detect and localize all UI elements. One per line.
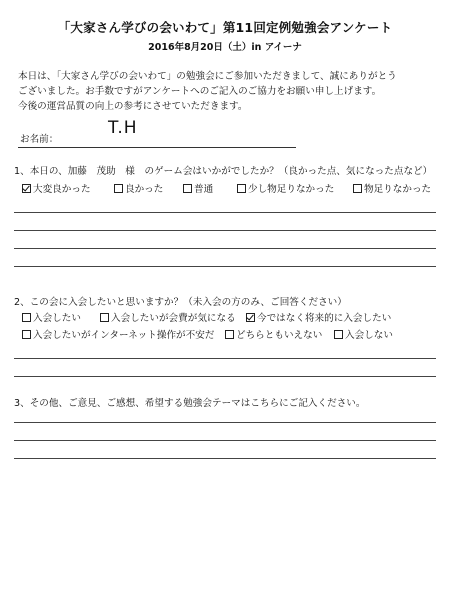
checkbox-icon[interactable] [183, 184, 192, 193]
q1-option-3-label: 普通 [194, 184, 214, 195]
q1-option-1[interactable] [22, 181, 91, 195]
intro-line-2: ございました。お手数ですがアンケートへのご記入のご協力をお願い申し上げます。 [18, 86, 382, 97]
q2-option-3[interactable] [246, 310, 391, 324]
answer-line [14, 440, 436, 441]
checkbox-checked-icon[interactable] [246, 313, 255, 322]
q1-option-4[interactable] [237, 181, 334, 195]
answer-line [14, 248, 436, 249]
intro-line-3: 今後の運営品質の向上の参考にさせていただきます。 [18, 101, 248, 112]
name-underline [18, 147, 296, 148]
q2-option-4-label: 入会したいがインターネット操作が不安だ [33, 330, 215, 341]
checkbox-icon[interactable] [353, 184, 362, 193]
q1-option-2[interactable] [114, 181, 163, 195]
answer-line [14, 458, 436, 459]
q1-option-3[interactable] [183, 181, 213, 195]
answer-line [14, 230, 436, 231]
question-1-text: 1、本日の、加藤 茂助 様 のゲーム会はいかがでしたか？（良かった点、気になった点など） [14, 166, 433, 177]
q2-option-1[interactable] [22, 310, 81, 324]
checkbox-icon[interactable] [114, 184, 123, 193]
checkbox-icon[interactable] [22, 330, 31, 339]
q1-option-5[interactable] [353, 181, 431, 195]
q2-option-2[interactable] [100, 310, 236, 324]
answer-line [14, 266, 436, 267]
q2-option-5-label: どちらともいえない [236, 330, 323, 341]
answer-line [14, 358, 436, 359]
name-field-value[interactable]: T.H [108, 118, 138, 138]
checkbox-checked-icon[interactable] [22, 184, 31, 193]
q1-option-1-label: 大変良かった [33, 184, 91, 195]
checkbox-icon[interactable] [334, 330, 343, 339]
q2-option-6-label: 入会しない [345, 330, 393, 341]
q2-option-3-label: 今ではなく将来的に入会したい [257, 313, 392, 324]
q1-option-4-label: 少し物足りなかった [248, 184, 335, 195]
checkbox-icon[interactable] [22, 313, 31, 322]
checkbox-icon[interactable] [237, 184, 246, 193]
q2-option-5[interactable] [225, 327, 322, 341]
question-2-text: 2、この会に入会したいと思いますか？（未入会の方のみ、ご回答ください） [14, 297, 347, 308]
name-label: お名前： [20, 134, 59, 145]
intro-line-1: 本日は、「大家さん学びの会いわて」の勉強会にご参加いただきまして、誠にありがとう [18, 71, 397, 82]
q1-option-2-label: 良かった [125, 184, 164, 195]
q1-option-5-label: 物足りなかった [364, 184, 432, 195]
q2-option-6[interactable] [334, 327, 393, 341]
checkbox-icon[interactable] [225, 330, 234, 339]
q2-option-1-label: 入会したい [33, 313, 81, 324]
answer-line [14, 212, 436, 213]
q2-option-2-label: 入会したいが会費が気になる [111, 313, 236, 324]
survey-title: 「大家さん学びの会いわて」第11回定例勉強会アンケート [57, 20, 393, 35]
checkbox-icon[interactable] [100, 313, 109, 322]
answer-line [14, 422, 436, 423]
question-3-text: 3、その他、ご意見、ご感想、希望する勉強会テーマはこちらにご記入ください。 [14, 398, 366, 409]
survey-date: 2016年8月20日（土）in アイーナ [148, 42, 302, 53]
answer-line [14, 376, 436, 377]
q2-option-4[interactable] [22, 327, 214, 341]
